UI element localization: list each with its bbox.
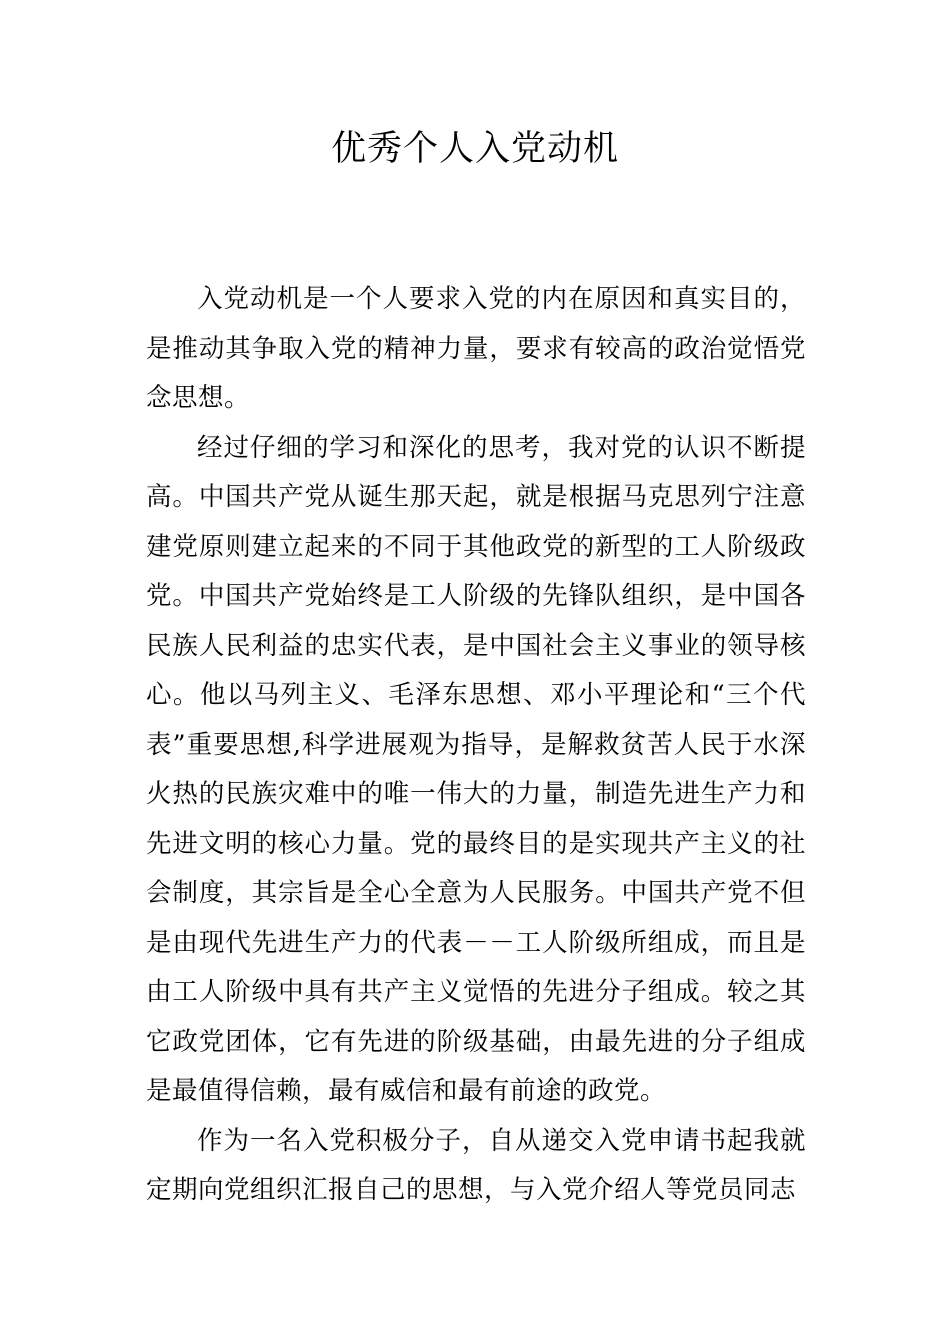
document-title: 优秀个人入党动机 bbox=[330, 129, 619, 169]
paragraph-2: 经过仔细的学习和深化的思考，我对党的认识不断提高。中国共产党从诞生那天起，就是根据马克思列宁注意建党原则建立起来的不同于其他政党的新型的工人阶级政党。中国共产党始终是工人阶级的先锋队组织，是中国各民族人民利益的忠实代表，是中国社会主义事业的领导核心。他以马列主义、毛泽东思想、邓小平理论和“三个代表”重要思想,科学进展观为指导，是解救贫苦人民于水深火热的民族灾难中的唯一伟大的力量，制造先进生产力和先进文明的核心力量。党的最终目的是实现共产主义的社会制度，其宗旨是全心全意为人民服务。中国共产党不但是由现代先进生产力的代表－－工人阶级所组成，而且是由工人阶级中具有共产主义觉悟的先进分子组成。较之其它政党团体，它有先进的阶级基础，由最先进的分子组成是最值得信赖，最有威信和最有前途的政党。 bbox=[146, 432, 806, 1106]
paragraph-1: 入党动机是一个人要求入党的内在原因和真实目的，是推动其争取入党的精神力量，要求有较高的政治觉悟党念思想。 bbox=[146, 284, 806, 413]
document-body bbox=[146, 275, 806, 1216]
paragraph-3: 作为一名入党积极分子，自从递交入党申请书起我就定期向党组织汇报自己的思想，与入党介绍人等党员同志 bbox=[146, 1125, 806, 1205]
